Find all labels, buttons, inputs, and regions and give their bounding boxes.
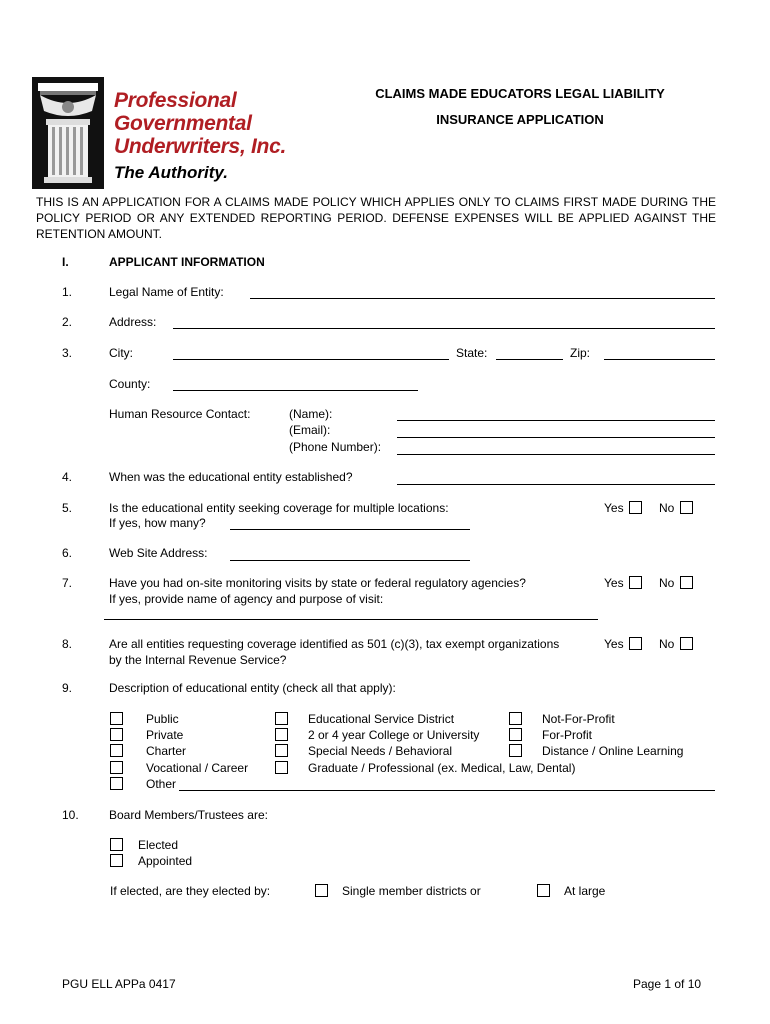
label-for-profit: For-Profit [542,728,593,742]
hr-name-label: (Name): [289,407,333,421]
footer-form-id: PGU ELL APPa 0417 [62,977,176,991]
q2-label: Address: [109,315,157,329]
legal-name-field[interactable] [250,298,715,299]
form-title-line-1: CLAIMS MADE EDUCATORS LEGAL LIABILITY [375,86,665,101]
label-distance: Distance / Online Learning [542,744,684,758]
q8-no-checkbox[interactable] [680,637,693,650]
q1-label: Legal Name of Entity: [109,285,224,299]
hr-contact-label: Human Resource Contact: [109,407,251,421]
q6-number: 6. [62,546,73,560]
county-label: County: [109,377,151,391]
q7-sub-label: If yes, provide name of agency and purpose of visit: [109,592,384,606]
q4-label: When was the educational entity established? [109,470,353,484]
label-esd: Educational Service District [308,712,455,726]
q8-yes-label: Yes [604,637,624,651]
established-field[interactable] [397,484,715,485]
q4-number: 4. [62,470,73,484]
checkbox-graduate[interactable] [275,761,288,774]
label-not-for-profit: Not-For-Profit [542,712,615,726]
form-title-line-2: INSURANCE APPLICATION [436,112,604,127]
county-field[interactable] [173,390,418,391]
column-emblem-icon [32,77,104,189]
zip-label: Zip: [570,346,591,360]
q7-no-checkbox[interactable] [680,576,693,589]
q5-no-label: No [659,501,675,515]
checkbox-other[interactable] [110,777,123,790]
label-other: Other [146,777,177,791]
q1-number: 1. [62,285,73,299]
q3-number: 3. [62,346,73,360]
q5-yes-checkbox[interactable] [629,501,642,514]
label-public: Public [146,712,179,726]
checkbox-vocational[interactable] [110,761,123,774]
section-number: I. [62,255,69,269]
section-heading: APPLICANT INFORMATION [109,255,265,269]
checkbox-charter[interactable] [110,744,123,757]
label-graduate: Graduate / Professional (ex. Medical, Law, Dental) [308,761,576,775]
checkbox-esd[interactable] [275,712,288,725]
checkbox-single-member[interactable] [315,884,328,897]
logo-line-1: Professional [114,89,237,112]
city-label: City: [109,346,133,360]
company-logo [32,77,332,189]
website-field[interactable] [230,560,470,561]
logo-tagline: The Authority. [114,163,228,182]
checkbox-special-needs[interactable] [275,744,288,757]
q8-sub-label: by the Internal Revenue Service? [109,653,287,667]
intro-paragraph: THIS IS AN APPLICATION FOR A CLAIMS MADE POLICY WHICH APPLIES ONLY TO CLAIMS FIRST MADE DURING THE POLICY PERIOD OR ANY EXTENDED REPORTING PERIOD. DEFENSE EXPENSES WILL BE APPLIED AGAINST THE RETENTION AMOUNT. [36,195,716,241]
checkbox-college[interactable] [275,728,288,741]
q7-yes-label: Yes [604,576,624,590]
q5-yes-label: Yes [604,501,624,515]
label-single-member: Single member districts or [342,884,481,898]
checkbox-private[interactable] [110,728,123,741]
other-description-field[interactable] [179,790,715,791]
q9-number: 9. [62,681,73,695]
city-field[interactable] [173,359,449,360]
agency-visit-field[interactable] [104,619,598,620]
checkbox-elected[interactable] [110,838,123,851]
checkbox-appointed[interactable] [110,854,123,867]
zip-field[interactable] [604,359,715,360]
q9-label: Description of educational entity (check all that apply): [109,681,396,695]
q2-number: 2. [62,315,73,329]
logo-line-2: Governmental [114,112,252,135]
q6-label: Web Site Address: [109,546,208,560]
address-field[interactable] [173,328,715,329]
hr-phone-field[interactable] [397,454,715,455]
checkbox-public[interactable] [110,712,123,725]
q7-label: Have you had on-site monitoring visits by state or federal regulatory agencies? [109,576,526,590]
elected-by-label: If elected, are they elected by: [110,884,271,898]
hr-phone-label: (Phone Number): [289,440,382,454]
label-at-large: At large [564,884,606,898]
hr-name-field[interactable] [397,420,715,421]
label-college: 2 or 4 year College or University [308,728,480,742]
hr-email-label: (Email): [289,423,331,437]
label-vocational: Vocational / Career [146,761,249,775]
state-field[interactable] [496,359,563,360]
q5-number: 5. [62,501,73,515]
label-charter: Charter [146,744,187,758]
hr-email-field[interactable] [397,437,715,438]
q5-no-checkbox[interactable] [680,501,693,514]
label-special-needs: Special Needs / Behavioral [308,744,453,758]
q10-label: Board Members/Trustees are: [109,808,268,822]
label-appointed: Appointed [138,854,193,868]
checkbox-at-large[interactable] [537,884,550,897]
q8-label: Are all entities requesting coverage identified as 501 (c)(3), tax exempt organizations [109,637,560,651]
q7-yes-checkbox[interactable] [629,576,642,589]
q5-sub-label: If yes, how many? [109,516,206,530]
label-private: Private [146,728,184,742]
label-elected: Elected [138,838,179,852]
q7-number: 7. [62,576,73,590]
checkbox-for-profit[interactable] [509,728,522,741]
checkbox-not-for-profit[interactable] [509,712,522,725]
checkbox-distance[interactable] [509,744,522,757]
q8-yes-checkbox[interactable] [629,637,642,650]
locations-count-field[interactable] [230,529,470,530]
state-label: State: [456,346,488,360]
footer-page-number: Page 1 of 10 [633,977,702,991]
q8-number: 8. [62,637,73,651]
q10-number: 10. [62,808,79,822]
q5-label: Is the educational entity seeking coverage for multiple locations: [109,501,449,515]
q7-no-label: No [659,576,675,590]
logo-line-3: Underwriters, Inc. [114,135,286,158]
q8-no-label: No [659,637,675,651]
